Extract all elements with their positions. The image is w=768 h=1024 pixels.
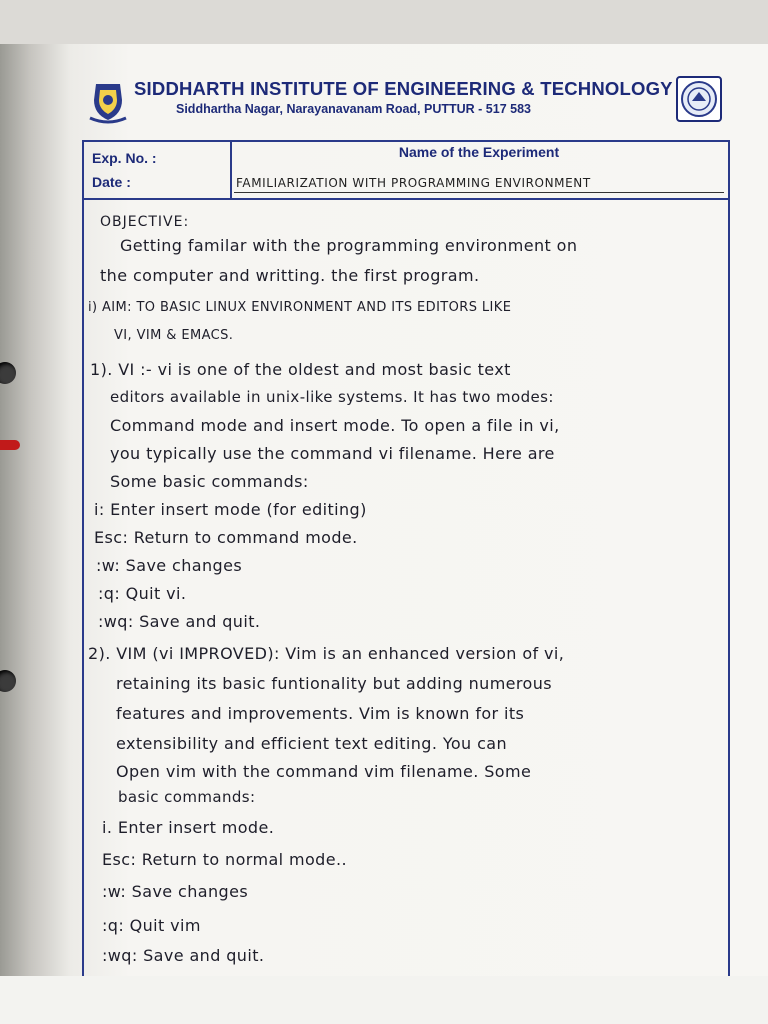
exp-meta-cell: [84, 142, 232, 198]
institute-logo-icon: [88, 80, 128, 124]
notebook-page: [0, 44, 768, 976]
text-line: Getting familar with the programming environment on: [120, 236, 578, 255]
text-line: the computer and writting. the first program.: [100, 266, 480, 285]
binder-hole: [0, 362, 16, 384]
red-page-tab: [0, 440, 20, 450]
command-line: Esc: Return to command mode.: [94, 528, 358, 547]
binder-hole: [0, 670, 16, 692]
aim-line: i) AIM: TO BASIC LINUX ENVIRONMENT AND ITS EDITORS LIKE: [88, 300, 512, 315]
accreditation-seal: [676, 76, 722, 122]
command-line: :w: Save changes: [96, 556, 243, 575]
text-line: Open vim with the command vim filename. Some: [116, 762, 532, 781]
text-line: retaining its basic funtionality but adding numerous: [116, 674, 553, 693]
text-line: features and improvements. Vim is known for its: [116, 704, 525, 723]
vi-heading-line: 1). VI :- vi is one of the oldest and most basic text: [90, 360, 511, 379]
experiment-info-row: [84, 142, 728, 200]
command-line: Esc: Return to normal mode..: [102, 850, 347, 869]
command-line: :wq: Save and quit.: [98, 612, 261, 631]
text-line: editors available in unix-like systems. It has two modes:: [110, 388, 554, 406]
command-line: i: Enter insert mode (for editing): [94, 500, 367, 519]
text-line: basic commands:: [118, 788, 256, 806]
command-line: :q: Quit vi.: [98, 584, 187, 603]
command-line: :wq: Save and quit.: [102, 946, 265, 965]
text-line: extensibility and efficient text editing. You can: [116, 734, 508, 753]
experiment-name: FAMILIARIZATION WITH PROGRAMMING ENVIRONMENT: [236, 176, 591, 190]
institute-address: Siddhartha Nagar, Narayanavanam Road, PUTTUR - 517 583: [176, 102, 531, 116]
seal-icon: [678, 78, 720, 120]
page-bottom-edge: [0, 976, 768, 1024]
institute-header: [84, 72, 724, 136]
vim-heading-line: 2). VIM (vi IMPROVED): Vim is an enhanced version of vi,: [88, 644, 565, 663]
experiment-name-label: Name of the Experiment: [398, 144, 560, 160]
command-line: :q: Quit vim: [102, 916, 201, 935]
command-line: i. Enter insert mode.: [102, 818, 275, 837]
text-line: VI, VIM & EMACS.: [114, 328, 234, 343]
text-line: Command mode and insert mode. To open a file in vi,: [110, 416, 560, 435]
experiment-name-underline: [234, 192, 724, 193]
text-line: you typically use the command vi filename. Here are: [110, 444, 555, 463]
text-line: Some basic commands:: [110, 472, 309, 491]
command-line: :w: Save changes: [102, 882, 249, 901]
institute-name: SIDDHARTH INSTITUTE OF ENGINEERING & TECHNOLOGY: [134, 78, 673, 99]
exp-no-label: Exp. No. :: [92, 150, 157, 166]
objective-heading: OBJECTIVE:: [100, 214, 190, 230]
date-label: Date :: [92, 174, 131, 190]
